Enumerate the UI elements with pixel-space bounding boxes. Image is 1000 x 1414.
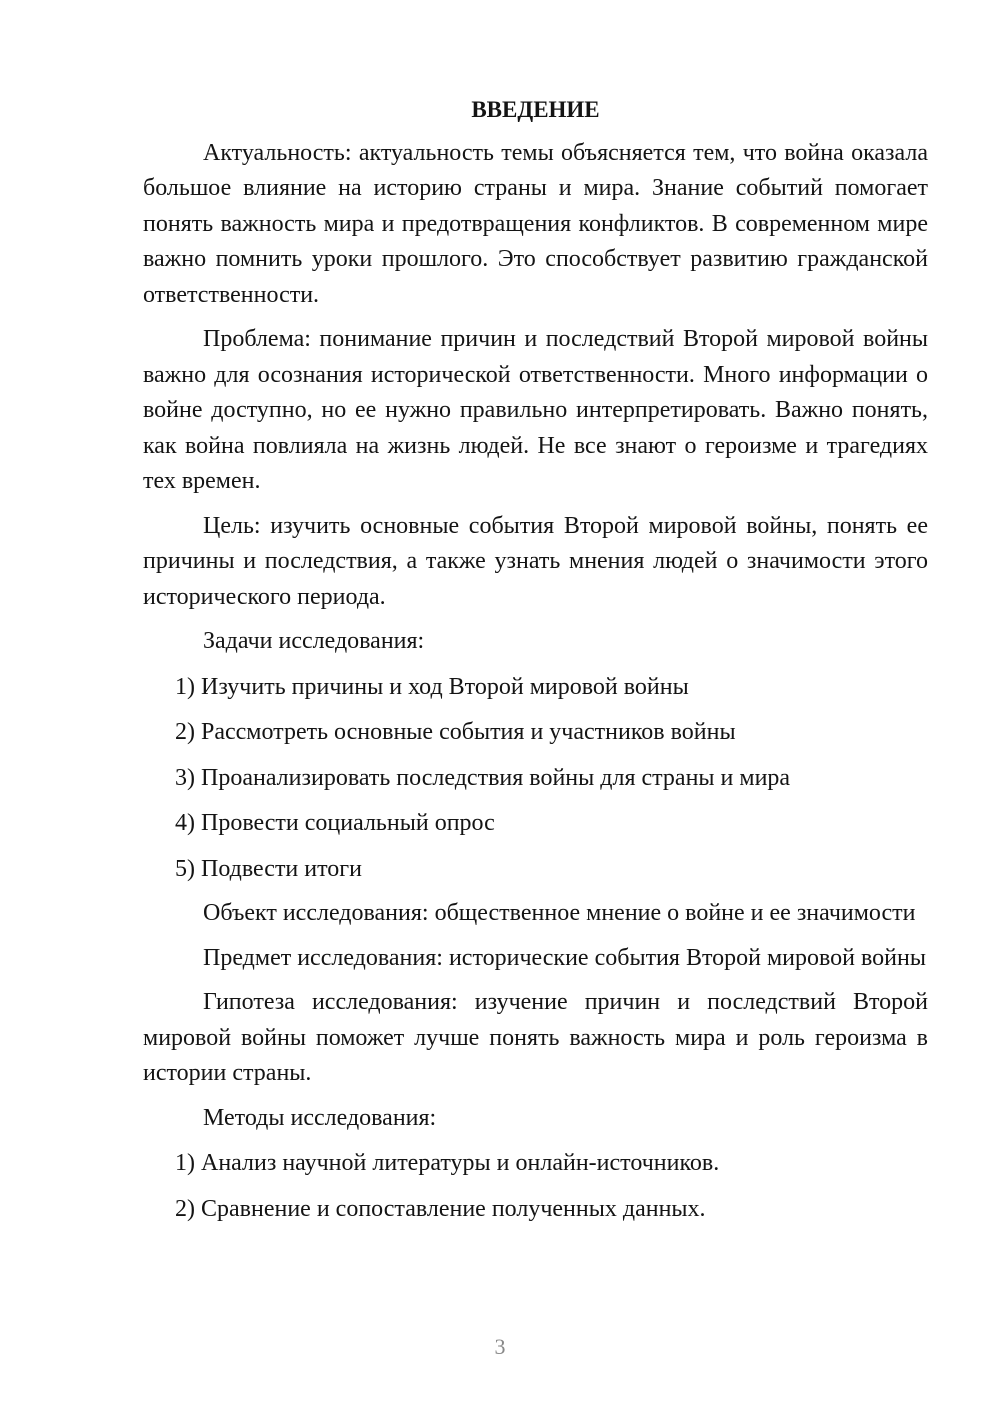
list-item: 1) Анализ научной литературы и онлайн-источников. (175, 1150, 720, 1176)
list-item: 2) Рассмотреть основные события и участников войны (175, 719, 736, 745)
paragraph-problem: Проблема: понимание причин и последствий Второй мировой войны важно для осознания исторической ответственности. Много информации о войне доступно, но ее нужно правильно интерпретировать. Важно понять, как война повлияла на жизнь людей. Не все знают о героизме и трагедиях тех времен. (143, 326, 928, 494)
paragraph-object: Объект исследования: общественное мнение о войне и ее значимости (203, 900, 916, 926)
list-item: 1) Изучить причины и ход Второй мировой войны (175, 673, 689, 700)
paragraph-hypothesis: Гипотеза исследования: изучение причин и последствий Второй мировой войны поможет лучше понять важность мира и роль героизма в истории страны. (143, 989, 928, 1086)
paragraph-subject: Предмет исследования: исторические события Второй мировой войны (203, 944, 926, 971)
methods-heading: Методы исследования: (203, 1104, 437, 1131)
list-item: 3) Проанализировать последствия войны для страны и мира (175, 764, 791, 791)
tasks-heading: Задачи исследования: (203, 628, 425, 654)
methods-list (143, 1146, 928, 1227)
list-item: 2) Сравнение и сопоставление полученных данных. (175, 1195, 706, 1222)
tasks-list (143, 670, 928, 888)
list-item: 5) Подвести итоги (175, 855, 362, 882)
document-page (143, 92, 928, 1227)
page-title: ВВЕДЕНИЕ (471, 97, 600, 122)
paragraph-goal: Цель: изучить основные события Второй мировой войны, понять ее причины и последствия, а также узнать мнения людей о значимости этого исторического периода. (143, 512, 928, 610)
page-number: 3 (494, 1334, 506, 1359)
list-item: 4) Провести социальный опрос (175, 810, 495, 836)
paragraph-relevance: Актуальность: актуальность темы объясняется тем, что война оказала большое влияние на историю страны и мира. Знание событий помогает понять важность мира и предотвращения конфликтов. В современном мире важно помнить уроки прошлого. Это способствует развитию гражданской ответственности. (143, 139, 928, 308)
